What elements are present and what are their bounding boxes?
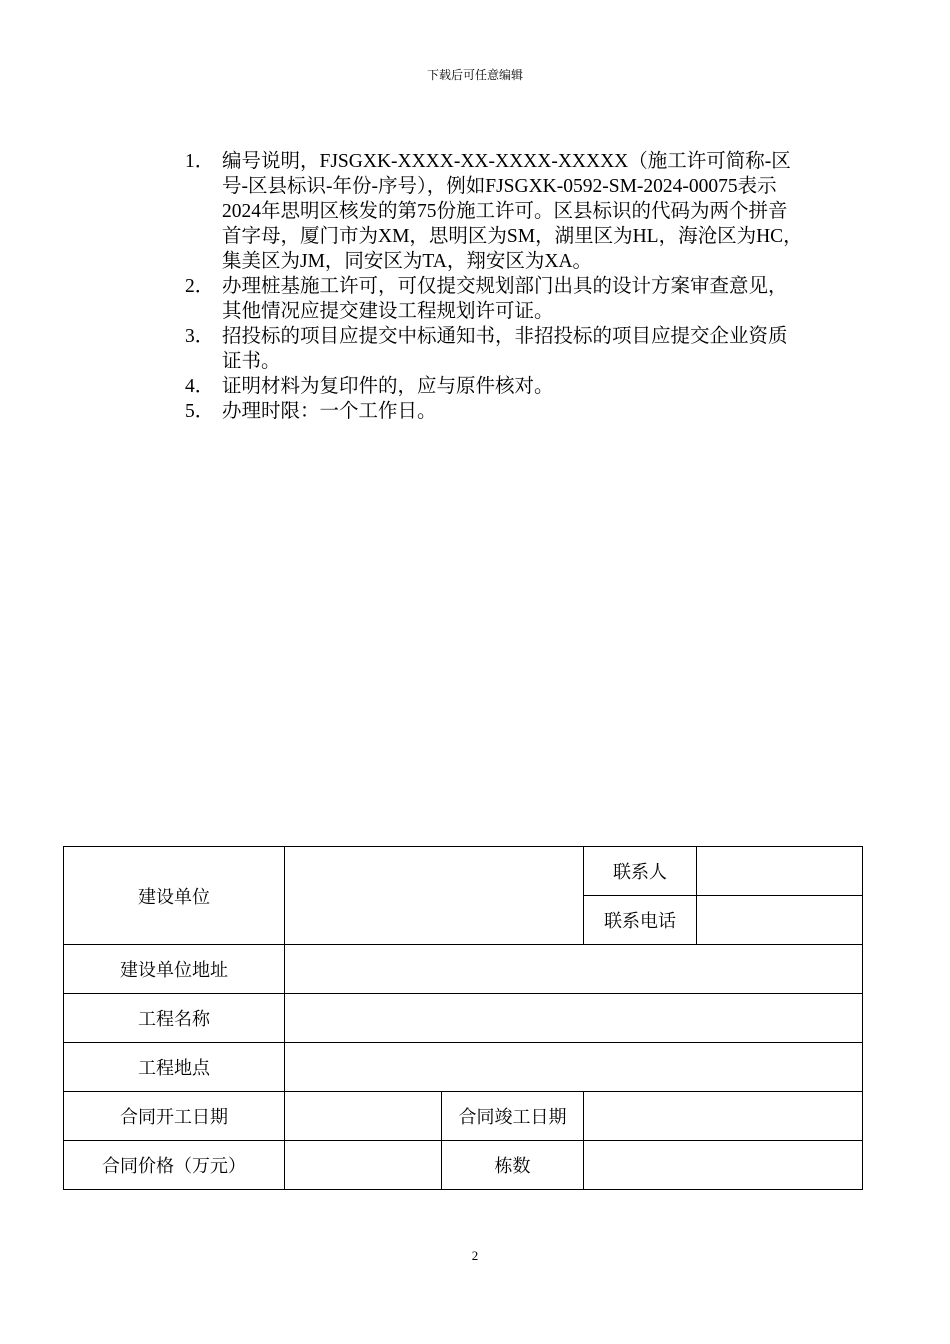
price-label: 合同价格（万元） — [64, 1141, 285, 1190]
end-date-label: 合同竣工日期 — [442, 1092, 584, 1141]
project-name-label: 工程名称 — [64, 994, 285, 1043]
buildings-field[interactable] — [584, 1141, 863, 1190]
page-header: 下载后可任意编辑 — [426, 68, 523, 82]
builder-field[interactable] — [285, 847, 584, 945]
note-number: 5． — [185, 401, 215, 422]
contact-label: 联系人 — [584, 847, 697, 896]
note-text: 办理桩基施工许可，可仅提交规划部门出具的设计方案审查意见，其他情况应提交建设工程规划许可证。 — [222, 276, 788, 322]
note-item — [185, 399, 805, 424]
note-item — [185, 274, 805, 324]
address-label: 建设单位地址 — [64, 945, 285, 994]
project-name-field[interactable] — [285, 994, 863, 1043]
note-number: 1． — [185, 151, 215, 172]
page-number: 2 — [471, 1248, 479, 1263]
note-item — [185, 374, 805, 399]
note-item — [185, 324, 805, 374]
note-text: 证明材料为复印件的，应与原件核对。 — [222, 376, 554, 397]
note-number: 2． — [185, 276, 215, 297]
buildings-label: 栋数 — [442, 1141, 584, 1190]
price-field[interactable] — [285, 1141, 442, 1190]
note-text: 办理时限：一个工作日。 — [222, 401, 437, 422]
phone-label: 联系电话 — [584, 896, 697, 945]
note-text: 编号说明，FJSGXK-XXXX-XX-XXXX-XXXXX（施工许可简称-区号-区县标识-年份-序号），例如FJSGXK-0592-SM-2024-00075表示2024年思明区核发的第75份施工许可。区县标识的代码为两个拼音首字母，厦门市为XM，思明区为SM，湖里区为HL，海沧区为HC，集美区为JM，同安区为TA，翔安区为XA。 — [222, 151, 803, 272]
phone-field[interactable] — [697, 896, 863, 945]
project-location-field[interactable] — [285, 1043, 863, 1092]
start-date-label: 合同开工日期 — [64, 1092, 285, 1141]
start-date-field[interactable] — [285, 1092, 442, 1141]
notes-list — [185, 149, 805, 424]
note-number: 4． — [185, 376, 215, 397]
note-item — [185, 149, 805, 274]
note-text: 招投标的项目应提交中标通知书，非招投标的项目应提交企业资质证书。 — [222, 326, 788, 372]
builder-label: 建设单位 — [64, 847, 285, 945]
address-field[interactable] — [285, 945, 863, 994]
application-form-table — [63, 846, 863, 1190]
contact-field[interactable] — [697, 847, 863, 896]
note-number: 3． — [185, 326, 215, 347]
project-location-label: 工程地点 — [64, 1043, 285, 1092]
end-date-field[interactable] — [584, 1092, 863, 1141]
